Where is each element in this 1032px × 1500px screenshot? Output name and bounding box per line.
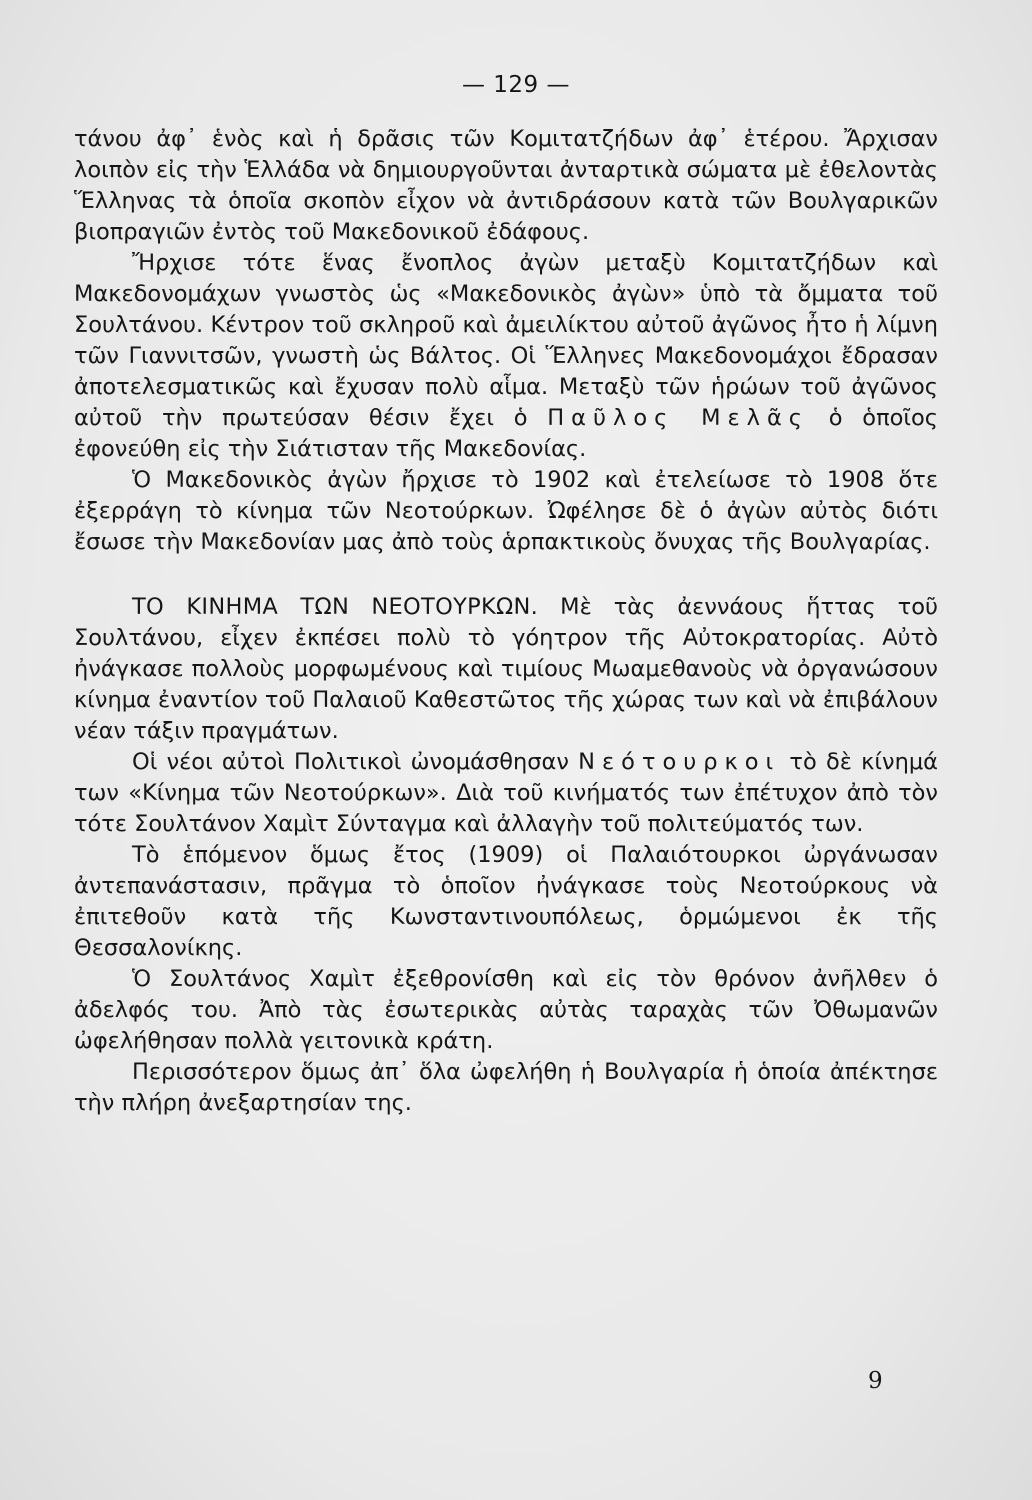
paragraph-3-text: Ὁ Μακεδονικὸς ἀγὼν ἤρχισε τὸ 1902 καὶ ἐτελείωσε τὸ 1908 ὅτε ἐξερράγη τὸ κίνημα τῶν Νεοτούρκων. Ὠφέλησε δὲ ὁ ἀγὼν αὐτὸς διότι ἔσωσε τὴν Μακεδονίαν μας ἀπὸ τοὺς ἁρπακτικοὺς ὄνυχας τῆς Βουλγαρίας. xyxy=(74,467,938,555)
page-body xyxy=(74,124,938,1119)
spaced-name-pavlos-melas: Παῦλος Μελᾶς xyxy=(547,405,810,431)
page-number-footer: 9 xyxy=(868,1368,883,1394)
paragraph-6 xyxy=(74,840,938,964)
paragraph-4 xyxy=(74,592,938,747)
paragraph-5-tail: τὸ δὲ κίνημά των «Κίνημα τῶν Νεοτούρκων». Διὰ τοῦ κινήματός των ἐπέτυχον ἀπὸ τὸν τότε Σουλτάνον Χαμὶτ Σύνταγμα καὶ ἀλλαγὴν τοῦ πολιτεύματός των. xyxy=(74,749,938,837)
paragraph-8-text: Περισσότερον ὅμως ἀπ᾽ ὅλα ὠφελήθη ἡ Βουλγαρία ἡ ὁποία ἀπέκτησε τὴν πλήρη ἀνεξαρτησίαν της. xyxy=(74,1059,938,1116)
paragraph-7 xyxy=(74,964,938,1057)
paragraph-2-tail: ὁ ὁποῖος ἐφονεύθη εἰς τὴν Σιάτισταν τῆς Μακεδονίας. xyxy=(74,405,938,462)
spaced-name-neotourkoi: Νεότουρκοι xyxy=(578,749,781,775)
paragraph-1-text: τάνου ἀφ᾽ ἑνὸς καὶ ἡ δρᾶσις τῶν Κομιτατζήδων ἀφ᾽ ἑτέρου. Ἄρχισαν λοιπὸν εἰς τὴν Ἑλλάδα νὰ δημιουργοῦνται ἀνταρτικὰ σώματα μὲ ἐθελοντὰς Ἕλληνας τὰ ὁποῖα σκοπὸν εἶχον νὰ ἀντιδράσουν κατὰ τῶν Βουλγαρικῶν βιοπραγιῶν ἐντὸς τοῦ Μακεδονικοῦ ἐδάφους. xyxy=(74,126,938,245)
paragraph-2-text: Ἤρχισε τότε ἕνας ἔνοπλος ἀγὼν μεταξὺ Κομιτατζήδων καὶ Μακεδονομάχων γνωστὸς ὡς «Μακεδονικὸς ἀγὼν» ὑπὸ τὰ ὄμματα τοῦ Σουλτάνου. Κέντρον τοῦ σκληροῦ καὶ ἀμειλίκτου αὐτοῦ ἀγῶνος ἦτο ἡ λίμνη τῶν Γιαννιτσῶν, γνωστὴ ὡς Βάλτος. Οἱ Ἕλληνες Μακεδονομάχοι ἔδρασαν ἀποτελεσματικῶς καὶ ἔχυσαν πολὺ αἷμα. Μεταξὺ τῶν ἡρώων τοῦ ἀγῶνος αὐτοῦ τὴν πρωτεύσαν θέσιν ἔχει ὁ xyxy=(74,250,938,431)
paragraph-5 xyxy=(74,747,938,840)
paragraph-8 xyxy=(74,1057,938,1119)
paragraph-4-text: Μὲ τὰς ἀεννάους ἥττας τοῦ Σουλτάνου, εἶχεν ἐκπέσει πολὺ τὸ γόητρον τῆς Αὐτοκρατορίας. Αὐτὸ ἠνάγκασε πολλοὺς μορφωμένους καὶ τιμίους Μωαμεθανοὺς νὰ ὀργανώσουν κίνημα ἐναντίον τοῦ Παλαιοῦ Καθεστῶτος τῆς χώρας των καὶ νὰ ἐπιβάλουν νέαν τάξιν πραγμάτων. xyxy=(74,594,939,744)
page-number-header: — 129 — xyxy=(461,72,571,98)
paragraph-2 xyxy=(74,248,938,465)
paragraph-3 xyxy=(74,465,938,558)
section-heading: ΤΟ ΚΙΝΗΜΑ ΤΩΝ ΝΕΟΤΟΥΡΚΩΝ. xyxy=(132,594,539,620)
paragraph-5-text: Οἱ νέοι αὐτοὶ Πολιτικοὶ ὠνομάσθησαν xyxy=(132,749,569,775)
paragraph-1 xyxy=(74,124,938,248)
paragraph-7-text: Ὁ Σουλτάνος Χαμὶτ ἐξεθρονίσθη καὶ εἰς τὸν θρόνον ἀνῆλθεν ὁ ἀδελφός του. Ἀπὸ τὰς ἐσωτερικὰς αὐτὰς ταραχὰς τῶν Ὀθωμανῶν ὠφελήθησαν πολλὰ γειτονικὰ κράτη. xyxy=(74,966,938,1054)
section-gap xyxy=(74,558,938,592)
paragraph-6-text: Τὸ ἑπόμενον ὅμως ἔτος (1909) οἱ Παλαιότουρκοι ὠργάνωσαν ἀντεπανάστασιν, πρᾶγμα τὸ ὁποῖον ἠνάγκασε τοὺς Νεοτούρκους νὰ ἐπιτεθοῦν κατὰ τῆς Κωνσταντινουπόλεως, ὁρμώμενοι ἐκ τῆς Θεσσαλονίκης. xyxy=(74,842,938,961)
